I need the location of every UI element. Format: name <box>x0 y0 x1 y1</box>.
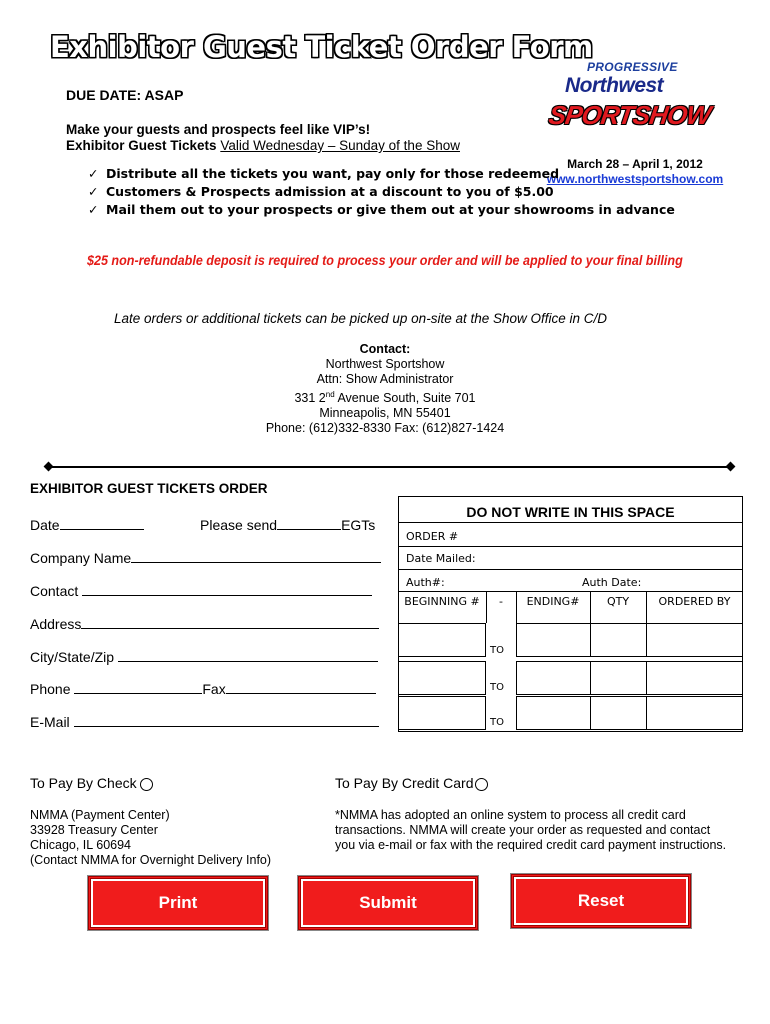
pay-by-card-label: To Pay By Credit Card <box>335 775 474 791</box>
please-send-row <box>200 515 375 533</box>
date-label: Date <box>30 517 60 533</box>
pay-by-check-radio[interactable] <box>140 778 153 791</box>
beginning-number-cell[interactable] <box>398 696 486 730</box>
order-heading: EXHIBITOR GUEST TICKETS ORDER <box>30 481 268 496</box>
to-label: TO <box>490 645 504 656</box>
contact-field[interactable] <box>82 581 372 596</box>
beginning-number-cell[interactable] <box>398 623 486 657</box>
company-label: Company Name <box>30 550 132 566</box>
late-orders-notice: Late orders or additional tickets can be picked up on-site at the Show Office in C/D <box>114 311 608 326</box>
section-divider <box>48 466 732 468</box>
office-use-title: DO NOT WRITE IN THIS SPACE <box>466 504 675 520</box>
office-use-box <box>398 496 743 732</box>
intro-line2 <box>66 138 460 153</box>
email-row <box>30 712 379 730</box>
phone-fax-row <box>30 679 376 697</box>
phone-field[interactable] <box>74 679 202 694</box>
contact-label: Contact <box>30 583 79 599</box>
contact-address: 331 2nd Avenue South, Suite 701 <box>294 390 476 406</box>
auth-date-label: Auth Date: <box>582 576 642 589</box>
pay-by-check-row <box>30 775 153 791</box>
city-row <box>30 647 378 665</box>
logo-line1: Northwest <box>565 74 664 97</box>
column-qty: QTY <box>606 595 630 608</box>
reset-button[interactable]: Reset <box>511 874 691 928</box>
pay-by-check-label: To Pay By Check <box>30 775 137 791</box>
contact-city: Minneapolis, MN 55401 <box>319 406 451 421</box>
address-label: Address <box>30 616 82 632</box>
address-field[interactable] <box>81 614 379 629</box>
benefit-item: ✓ Customers & Prospects admission at a discount to you of $5.00 <box>88 184 554 199</box>
date-row <box>30 515 144 533</box>
contact-attn: Attn: Show Administrator <box>316 372 454 386</box>
benefit-item: ✓ Distribute all the tickets you want, pay only for those redeemed <box>88 166 560 181</box>
divider-right-diamond <box>726 462 736 472</box>
intro-line1: Make your guests and prospects feel like VIP’s! <box>66 122 371 137</box>
benefit-list <box>88 165 675 219</box>
checkmark-icon: ✓ <box>88 202 99 217</box>
fax-field[interactable] <box>226 679 376 694</box>
phone-label: Phone <box>30 681 71 697</box>
column-beginning: BEGINNING # <box>404 595 480 608</box>
ending-number-cell[interactable] <box>516 661 743 695</box>
column-ordered-by: ORDERED BY <box>658 595 731 608</box>
show-dates: March 28 – April 1, 2012 <box>567 157 703 171</box>
deposit-notice: $25 non-refundable deposit is required to process your order and will be applied to your final billing <box>87 253 683 268</box>
city-state-zip-field[interactable] <box>118 647 378 662</box>
pay-by-card-radio[interactable] <box>475 778 488 791</box>
logo-line2: SPORTSHOW <box>546 100 713 130</box>
email-label: E-Mail <box>30 714 70 730</box>
city-label: City/State/Zip <box>30 649 115 665</box>
credit-card-note: *NMMA has adopted an online system to process all credit card transactions. NMMA will create your order as requested and contact you via e-mail or fax with the required credit card payment instructions. <box>335 808 727 852</box>
intro-line2-valid: Valid Wednesday – Sunday of the Show <box>220 138 460 153</box>
column-dash: - <box>499 595 503 608</box>
check-mailing-address: NMMA (Payment Center) 33928 Treasury Center Chicago, IL 60694 (Contact NMMA for Overnight Delivery Info) <box>30 808 272 867</box>
contact-block <box>200 342 570 436</box>
logo-brand: PROGRESSIVE <box>587 60 678 74</box>
fax-label: Fax <box>202 681 226 697</box>
address-row <box>30 614 379 632</box>
contact-heading: Contact: <box>359 342 411 356</box>
auth-number-label: Auth#: <box>406 576 445 589</box>
egt-quantity-field[interactable] <box>277 515 341 530</box>
ending-number-cell[interactable] <box>516 696 743 730</box>
northwest-sportshow-logo <box>545 60 713 132</box>
company-name-field[interactable] <box>131 548 381 563</box>
date-field[interactable] <box>60 515 144 530</box>
print-button[interactable]: Print <box>88 876 268 930</box>
to-label: TO <box>490 682 504 693</box>
date-mailed-label: Date Mailed: <box>406 552 476 565</box>
company-row <box>30 548 381 566</box>
checkmark-icon: ✓ <box>88 166 99 181</box>
contact-name: Northwest Sportshow <box>325 357 445 371</box>
benefit-item: ✓ Mail them out to your prospects or give them out at your showrooms in advance <box>88 202 675 217</box>
checkmark-icon: ✓ <box>88 184 99 199</box>
column-ending: ENDING# <box>526 595 580 608</box>
beginning-number-cell[interactable] <box>398 661 486 695</box>
submit-button[interactable]: Submit <box>298 876 478 930</box>
ending-number-cell[interactable] <box>516 623 743 657</box>
contact-row <box>30 581 372 599</box>
intro-line2-bold: Exhibitor Guest Tickets <box>66 138 217 153</box>
due-date: DUE DATE: ASAP <box>66 87 184 103</box>
egts-label: EGTs <box>341 517 376 533</box>
pay-by-card-row <box>335 775 488 791</box>
to-label: TO <box>490 717 504 728</box>
order-number-label: ORDER # <box>406 530 459 543</box>
form-title: Exhibitor Guest Ticket Order Form <box>50 30 593 64</box>
email-field[interactable] <box>74 712 379 727</box>
contact-phone: Phone: (612)332-8330 Fax: (612)827-1424 <box>265 421 505 436</box>
show-website-link[interactable]: www.northwestsportshow.com <box>546 172 724 186</box>
divider-left-diamond <box>44 462 54 472</box>
please-send-label: Please send <box>200 517 278 533</box>
